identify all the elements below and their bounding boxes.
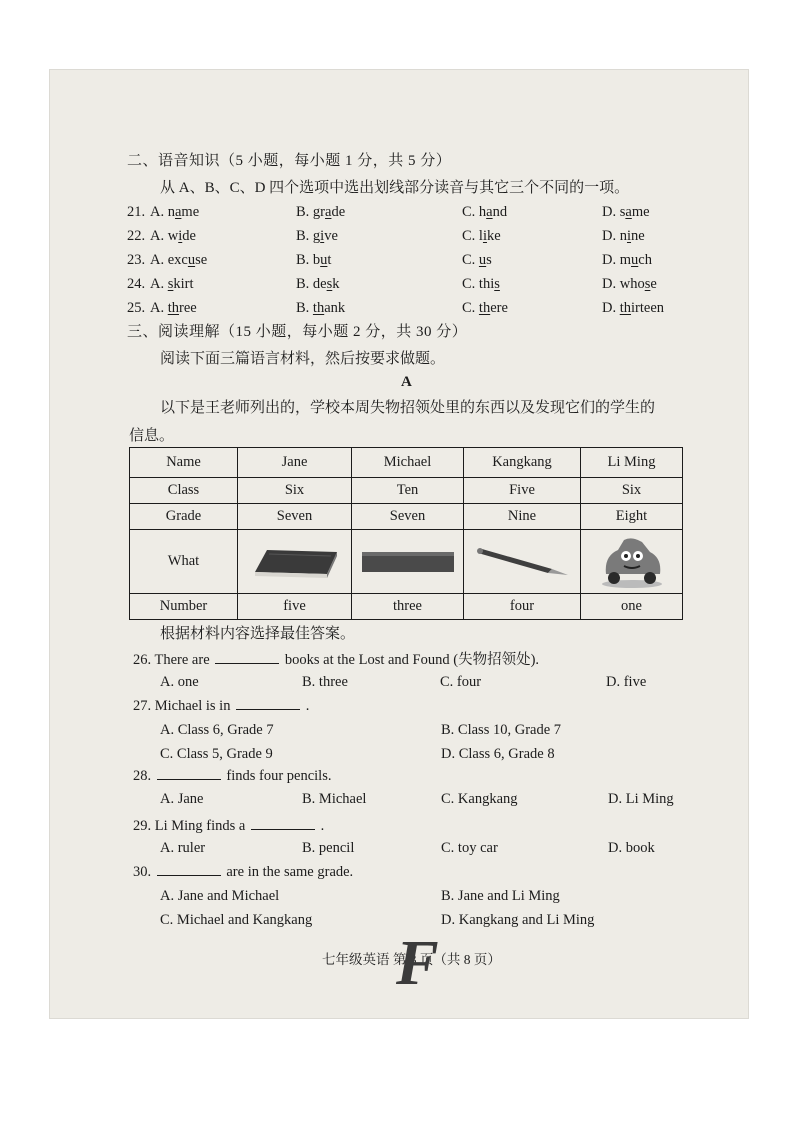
table-row — [130, 478, 683, 504]
underlined-letters: a — [174, 204, 182, 220]
word-part: n — [619, 228, 627, 244]
phonetics-option — [296, 204, 345, 221]
word-part: me — [181, 204, 200, 220]
lost-and-found-table — [129, 447, 683, 620]
phonetics-option — [150, 204, 199, 221]
answer-option: D. book — [608, 840, 655, 856]
option-letter: C. — [462, 228, 476, 244]
question-number: 23. — [127, 252, 146, 268]
option-letter: B. — [296, 276, 310, 292]
answer-option: A. Jane — [160, 791, 204, 807]
table-row-header: Grade — [130, 504, 238, 530]
question-number: 24. — [127, 276, 146, 292]
question-number: 28. — [133, 768, 152, 784]
table-cell: Nine — [464, 504, 581, 530]
answer-option: B. three — [302, 674, 348, 690]
table-row-header: Number — [130, 594, 238, 620]
question-stem — [133, 648, 539, 669]
word-part: ne — [631, 228, 645, 244]
answer-option: B. pencil — [302, 840, 355, 856]
table-row — [130, 530, 683, 594]
underlined-letters: u — [187, 252, 196, 268]
table-cell: three — [352, 594, 464, 620]
question-number: 25. — [127, 300, 146, 316]
word-part: irteen — [631, 300, 665, 316]
answer-option: C. Michael and Kangkang — [160, 912, 313, 928]
option-letter: A. — [150, 252, 165, 268]
table-cell: Jane — [238, 448, 352, 478]
answer-blank — [215, 651, 279, 664]
option-letter: C. — [462, 204, 476, 220]
word-part: h — [478, 204, 487, 220]
word-part: gr — [312, 204, 326, 220]
word-part: thi — [478, 276, 495, 292]
option-letter: D. — [602, 204, 617, 220]
table-cell: Seven — [352, 504, 464, 530]
underlined-letters: i — [482, 228, 487, 244]
phonetics-option — [602, 204, 650, 221]
phonetics-option — [296, 300, 345, 317]
phonetics-option — [296, 228, 338, 245]
underlined-letters: a — [325, 204, 332, 220]
question-stem — [133, 817, 324, 835]
option-letter: B. — [296, 228, 310, 244]
word-part: nd — [492, 204, 508, 220]
question-number: 27. — [133, 698, 152, 714]
phonetics-option — [150, 252, 207, 269]
table-row — [130, 594, 683, 620]
answer-blank — [236, 697, 300, 710]
question-number: 30. — [133, 864, 152, 880]
table-row — [130, 504, 683, 530]
word-part: kirt — [173, 276, 194, 292]
stem-text: There are — [154, 652, 210, 668]
answer-option: B. Michael — [302, 791, 367, 807]
table-row-header: What — [130, 530, 238, 594]
word-part: k — [332, 276, 340, 292]
phonetics-option — [150, 300, 197, 317]
table-cell: one — [581, 594, 683, 620]
option-letter: A. — [150, 276, 165, 292]
stem-text: . — [305, 698, 310, 714]
question-stem — [133, 697, 309, 715]
table-cell: Eight — [581, 504, 683, 530]
answer-option: C. toy car — [441, 840, 498, 856]
table-cell: Seven — [238, 504, 352, 530]
word-part: ank — [324, 300, 346, 316]
table-row-header: Class — [130, 478, 238, 504]
word-part: de — [182, 228, 196, 244]
underlined-letters: s — [644, 276, 651, 292]
underlined-letters: i — [626, 228, 632, 244]
question-number: 22. — [127, 228, 146, 244]
word-part: ere — [490, 300, 508, 316]
table-cell: Six — [581, 478, 683, 504]
table-row — [130, 448, 683, 478]
section-2-instruction: 从 A、B、C、D 四个选项中选出划线部分读音与其它三个不同的一项。 — [160, 180, 630, 196]
book-icon — [238, 530, 352, 594]
word-part: n — [167, 204, 175, 220]
table-cell: Kangkang — [464, 448, 581, 478]
answer-option: D. Kangkang and Li Ming — [441, 912, 595, 928]
page-footer: 七年级英语 第 3 页（共 8 页） — [322, 952, 501, 967]
pencil-icon — [464, 530, 581, 594]
underlined-letters: i — [178, 228, 183, 244]
phonetics-option — [296, 252, 331, 269]
underlined-letters: s — [167, 276, 174, 292]
phonetics-option — [462, 252, 492, 269]
word-part: ve — [324, 228, 338, 244]
question-number: 26. — [133, 652, 152, 668]
table-cell: five — [238, 594, 352, 620]
option-letter: D. — [602, 228, 617, 244]
phonetics-option — [150, 228, 196, 245]
word-part: m — [619, 252, 632, 268]
option-letter: A. — [150, 228, 165, 244]
stem-text: Michael is in — [154, 698, 231, 714]
stem-text: books at the Lost and Found (失物招领处). — [284, 652, 540, 668]
passage-intro-line2: 信息。 — [129, 428, 175, 444]
question-number: 21. — [127, 204, 146, 220]
passage-intro-line1: 以下是王老师列出的，学校本周失物招领处里的东西以及发现它们的学生的 — [160, 400, 656, 416]
answer-option: D. Class 6, Grade 8 — [441, 746, 555, 762]
option-letter: C. — [462, 276, 476, 292]
answer-option: B. Class 10, Grade 7 — [441, 722, 562, 738]
word-part: e — [650, 276, 657, 292]
answer-option: C. four — [440, 674, 482, 690]
phonetics-option — [602, 300, 664, 317]
stem-text: . — [320, 818, 325, 834]
stem-text: Li Ming finds a — [154, 818, 246, 834]
word-part: exc — [167, 252, 188, 268]
phonetics-option — [462, 228, 501, 245]
section-2-heading: 二、语音知识（5 小题，每小题 1 分，共 5 分） — [127, 153, 452, 169]
option-letter: D. — [602, 252, 617, 268]
ruler-icon — [352, 530, 464, 594]
underlined-letters: s — [326, 276, 333, 292]
option-letter: B. — [296, 300, 310, 316]
word-part: who — [619, 276, 645, 292]
phonetics-option — [462, 300, 508, 317]
option-letter: B. — [296, 204, 310, 220]
underlined-letters: th — [619, 300, 632, 316]
answer-option: A. Class 6, Grade 7 — [160, 722, 274, 738]
phonetics-option — [150, 276, 194, 293]
option-letter: C. — [462, 300, 476, 316]
stem-text: are in the same grade. — [226, 864, 354, 880]
answer-option: A. one — [160, 674, 199, 690]
word-part: l — [478, 228, 483, 244]
phonetics-option — [602, 228, 645, 245]
section-3-instruction: 阅读下面三篇语言材料，然后按要求做题。 — [160, 351, 446, 367]
word-part: ch — [638, 252, 652, 268]
underlined-letters: a — [486, 204, 493, 220]
word-part: ke — [486, 228, 501, 244]
word-part: ree — [179, 300, 197, 316]
word-part: g — [312, 228, 321, 244]
word-part: s — [619, 204, 626, 220]
option-letter: A. — [150, 204, 165, 220]
answer-option: D. Li Ming — [608, 791, 674, 807]
phonetics-option — [602, 276, 657, 293]
option-letter: A. — [150, 300, 165, 316]
answer-blank — [251, 817, 315, 830]
table-cell: four — [464, 594, 581, 620]
section-3-heading: 三、阅读理解（15 小题，每小题 2 分，共 30 分） — [127, 324, 468, 340]
word-part: de — [331, 204, 346, 220]
word-part: me — [631, 204, 650, 220]
underlined-letters: a — [625, 204, 632, 220]
answer-instruction: 根据材料内容选择最佳答案。 — [160, 626, 356, 642]
option-letter: D. — [602, 300, 617, 316]
answer-option: A. ruler — [160, 840, 206, 856]
phonetics-option — [602, 252, 652, 269]
phonetics-option — [462, 276, 500, 293]
option-letter: B. — [296, 252, 310, 268]
word-part: se — [195, 252, 208, 268]
word-part: t — [327, 252, 332, 268]
underlined-letters: s — [494, 276, 500, 292]
question-stem — [133, 767, 331, 785]
table-cell: Six — [238, 478, 352, 504]
toy-car-icon — [581, 530, 683, 594]
phonetics-option — [462, 204, 507, 221]
underlined-letters: i — [320, 228, 325, 244]
underlined-letters: th — [312, 300, 325, 316]
passage-label: A — [401, 374, 412, 390]
stem-text: finds four pencils. — [226, 768, 332, 784]
table-cell: Ten — [352, 478, 464, 504]
answer-option: C. Class 5, Grade 9 — [160, 746, 273, 762]
answer-option: D. five — [606, 674, 647, 690]
exam-version-mark: F — [396, 927, 439, 998]
table-cell: Five — [464, 478, 581, 504]
phonetics-option — [296, 276, 340, 293]
word-part: s — [486, 252, 492, 268]
table-cell: Michael — [352, 448, 464, 478]
word-part: de — [312, 276, 327, 292]
word-part: w — [167, 228, 179, 244]
underlined-letters: u — [631, 252, 639, 268]
answer-option: A. Jane and Michael — [160, 888, 280, 904]
underlined-letters: th — [167, 300, 180, 316]
underlined-letters: th — [478, 300, 491, 316]
table-cell: Li Ming — [581, 448, 683, 478]
question-number: 29. — [133, 818, 152, 834]
answer-blank — [157, 767, 221, 780]
table-row-header: Name — [130, 448, 238, 478]
word-part: b — [312, 252, 321, 268]
option-letter: D. — [602, 276, 617, 292]
answer-option: C. Kangkang — [441, 791, 518, 807]
answer-blank — [157, 863, 221, 876]
question-stem — [133, 863, 353, 881]
answer-option: B. Jane and Li Ming — [441, 888, 560, 904]
underlined-letters: u — [478, 252, 487, 268]
underlined-letters: u — [320, 252, 328, 268]
option-letter: C. — [462, 252, 476, 268]
